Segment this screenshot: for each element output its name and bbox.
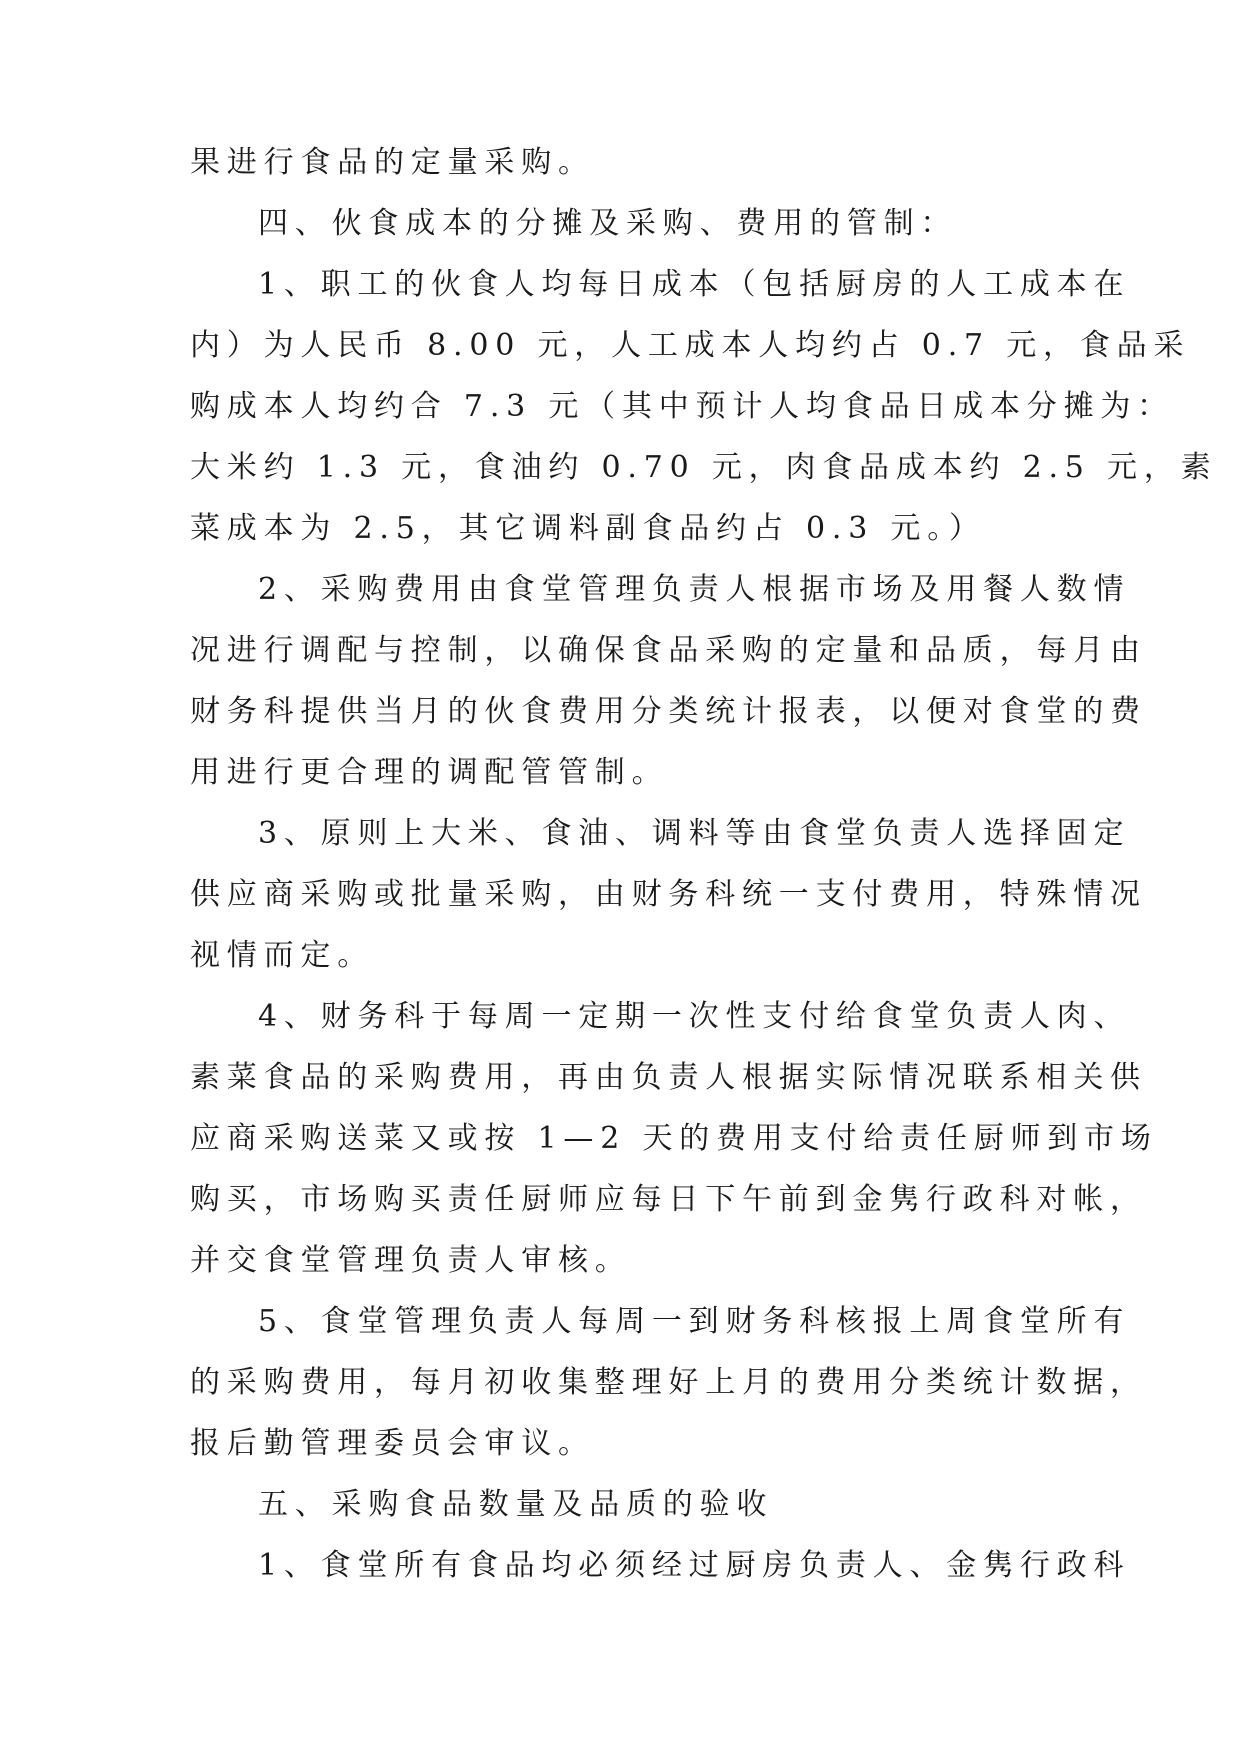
text-line: 况进行调配与控制，以确保食品采购的定量和品质，每月由 [190, 633, 1147, 668]
text-line: 素菜食品的采购费用，再由负责人根据实际情况联系相关供 [190, 1060, 1147, 1095]
text-line: 果进行食品的定量采购。 [190, 145, 595, 180]
text-line: 应商采购送菜又或按 1—2 天的费用支付给责任厨师到市场 [190, 1121, 1158, 1156]
text-line: 并交食堂管理负责人审核。 [190, 1243, 632, 1278]
text-line: 购买，市场购买责任厨师应每日下午前到金隽行政科对帐， [190, 1182, 1147, 1217]
section-heading: 四、伙食成本的分摊及采购、费用的管制： [258, 206, 958, 241]
text-line: 1、职工的伙食人均每日成本（包括厨房的人工成本在 [258, 267, 1131, 302]
text-line: 的采购费用，每月初收集整理好上月的费用分类统计数据， [190, 1365, 1147, 1400]
text-line: 菜成本为 2.5，其它调料副食品约占 0.3 元。） [190, 511, 986, 546]
text-line: 视情而定。 [190, 938, 374, 973]
text-line: 内）为人民币 8.00 元，人工成本人均约占 0.7 元，食品采 [190, 328, 1191, 363]
text-line: 3、原则上大米、食油、调料等由食堂负责人选择固定 [258, 816, 1131, 851]
text-line: 用进行更合理的调配管管制。 [190, 755, 669, 790]
text-line: 2、采购费用由食堂管理负责人根据市场及用餐人数情 [258, 572, 1131, 607]
section-heading: 五、采购食品数量及品质的验收 [258, 1487, 774, 1522]
text-line: 供应商采购或批量采购，由财务科统一支付费用，特殊情况 [190, 877, 1147, 912]
text-line: 4、财务科于每周一定期一次性支付给食堂负责人肉、 [258, 999, 1131, 1034]
text-line: 5、食堂管理负责人每周一到财务科核报上周食堂所有 [258, 1304, 1131, 1339]
text-line: 购成本人均约合 7.3 元（其中预计人均食品日成本分摊为： [190, 389, 1174, 424]
text-line: 大米约 1.3 元，食油约 0.70 元，肉食品成本约 2.5 元，素 [190, 450, 1218, 485]
text-line: 报后勤管理委员会审议。 [190, 1426, 595, 1461]
text-line: 1、食堂所有食品均必须经过厨房负责人、金隽行政科 [258, 1548, 1131, 1583]
text-line: 财务科提供当月的伙食费用分类统计报表，以便对食堂的费 [190, 694, 1147, 729]
